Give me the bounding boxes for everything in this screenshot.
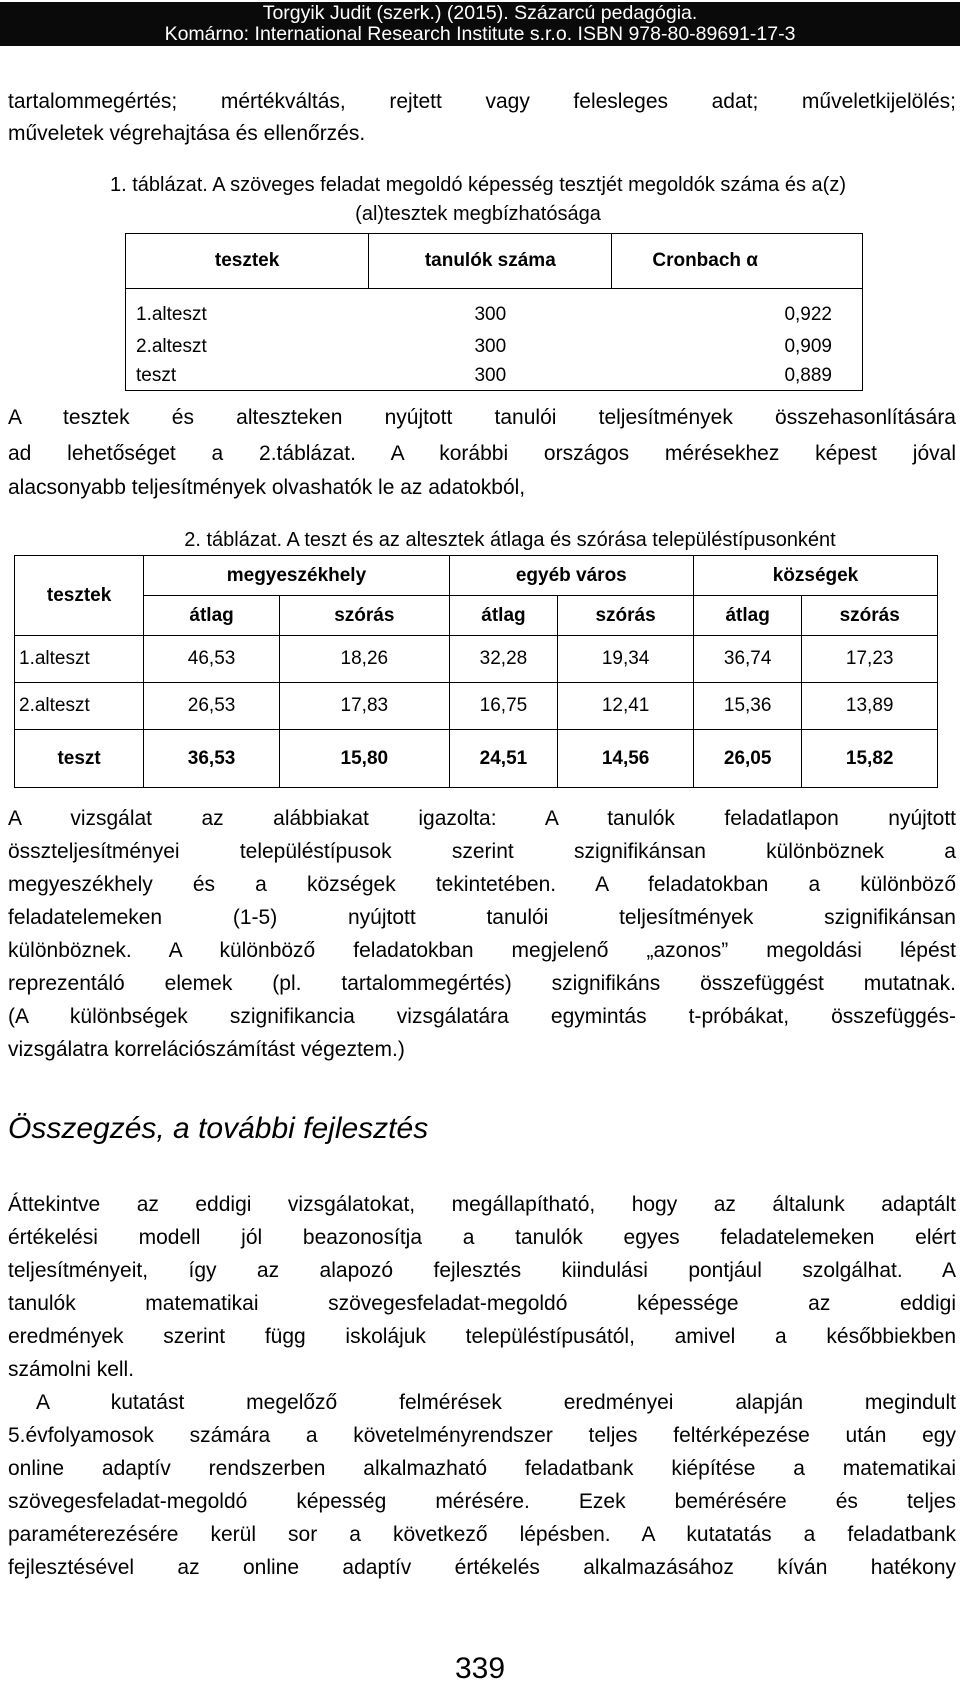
para4-line5: paraméterezésére kerül sor a következő lépésben. A kutatatás a feladatbank	[8, 1523, 956, 1546]
para3-line4: tanulók matematikai szövegesfeladat-megoldó képessége az eddigi	[8, 1292, 956, 1315]
table2-cell: 36,74	[693, 636, 801, 683]
table2-cell: 2.alteszt	[15, 683, 144, 730]
table2-header-tests: tesztek	[15, 556, 144, 636]
table1-cell: 0,889	[612, 361, 863, 391]
para3-line5: eredmények szerint függ iskolájuk településtípusától, amivel a későbbiekben	[8, 1325, 956, 1348]
table1-caption-line2: (al)tesztek megbízhatósága	[355, 203, 601, 225]
table-row	[15, 730, 938, 788]
intro-line1: tartalommegértés; mértékváltás, rejtett vagy felesleges adat; műveletkijelölés;	[8, 90, 956, 113]
table-row	[15, 683, 938, 730]
table2-cell: 46,53	[144, 636, 280, 683]
table2-cell: 17,23	[802, 636, 938, 683]
table1-cell: 300	[474, 335, 507, 357]
table2-cell: 12,41	[558, 683, 694, 730]
table2-subheader: átlag	[144, 596, 280, 636]
table2-group-villages: községek	[693, 556, 937, 596]
para3-line1: Áttekintve az eddigi vizsgálatokat, megállapítható, hogy az általunk adaptált	[8, 1193, 956, 1216]
table2-cell: 18,26	[279, 636, 449, 683]
para4-line2: 5.évfolyamosok számára a követelményrendszer teljes feltérképezése után egy	[8, 1424, 956, 1447]
table1-header-students: tanulók száma	[369, 234, 612, 289]
table2-cell: 32,28	[449, 636, 558, 683]
table-row	[126, 332, 863, 361]
table1-cell: 0,922	[612, 289, 863, 333]
table2-cell: 17,83	[279, 683, 449, 730]
table2-cell: 24,51	[449, 730, 558, 788]
table2-subheader: szórás	[802, 596, 938, 636]
table2-caption: 2. táblázat. A teszt és az altesztek átlaga és szórása településtípusonként	[184, 529, 836, 551]
table2-cell: 36,53	[144, 730, 280, 788]
table2-group-other-town: egyéb város	[449, 556, 693, 596]
header-citation-line1: Torgyik Judit (szerk.) (2015). Százarcú pedagógia.	[262, 2, 698, 24]
para2-line6: reprezentáló elemek (pl. tartalommegértés) szignifikáns összefüggést mutatnak.	[8, 972, 956, 995]
table-row	[15, 636, 938, 683]
table2-cell: 16,75	[449, 683, 558, 730]
table2-subheader: szórás	[558, 596, 694, 636]
table2-subheader: átlag	[449, 596, 558, 636]
para3-line3: teljesítményeit, így az alapozó fejlesztés kiindulási pontjául szolgálhat. A	[8, 1259, 956, 1282]
page-header	[0, 2, 960, 46]
settlement-type-table	[14, 555, 938, 788]
table2-cell: 15,82	[802, 730, 938, 788]
para4-line3: online adaptív rendszerben alkalmazható feladatbank kiépítése a matematikai	[8, 1457, 956, 1480]
table2-cell: 1.alteszt	[15, 636, 144, 683]
para4-line4: szövegesfeladat-megoldó képesség mérésére. Ezek bemérésére és teljes	[8, 1490, 956, 1513]
para2-line7: (A különbségek szignifikancia vizsgálatára egymintás t-próbákat, összefüggés-	[8, 1005, 956, 1028]
para1-line2: ad lehetőséget a 2.táblázat. A korábbi országos mérésekhez képest jóval	[8, 442, 956, 465]
table-row	[126, 289, 863, 333]
table-row	[126, 361, 863, 391]
page-number: 339	[454, 1652, 506, 1685]
table2-cell: 15,80	[279, 730, 449, 788]
table1-cell: 1.alteszt	[126, 289, 369, 333]
table2-group-county-seat: megyeszékhely	[144, 556, 449, 596]
section-heading: Összegzés, a további fejlesztés	[8, 1112, 429, 1145]
para1-line3: alacsonyabb teljesítmények olvashatók le az adatokból,	[8, 476, 526, 499]
reliability-table	[125, 233, 863, 391]
table2-subheader: átlag	[693, 596, 801, 636]
table1-cell: 0,909	[612, 332, 863, 361]
table2-subheader: szórás	[279, 596, 449, 636]
table2-cell: 13,89	[802, 683, 938, 730]
para3-line6: számolni kell.	[8, 1358, 135, 1381]
para2-line5: különböznek. A különböző feladatokban megjelenő „azonos” megoldási lépést	[8, 939, 956, 962]
header-citation-line2: Komárno: International Research Institute s.r.o. ISBN 978-80-89691-17-3	[164, 23, 796, 45]
table2-cell: 19,34	[558, 636, 694, 683]
table2-cell: 15,36	[693, 683, 801, 730]
para2-line4: feladatelemeken (1-5) nyújtott tanulói teljesítmények szignifikánsan	[8, 906, 956, 929]
table1-cell: 300	[369, 361, 612, 391]
table1-header-cronbach: Cronbach α	[612, 234, 863, 289]
para4-line1: A kutatást megelőző felmérések eredményei alapján megindult	[36, 1391, 956, 1414]
para2-line1: A vizsgálat az alábbiakat igazolta: A tanulók feladatlapon nyújtott	[8, 807, 956, 830]
table1-cell: 2.alteszt	[126, 332, 369, 361]
para2-line2: összteljesítményei településtípusok szerint szignifikánsan különböznek a	[8, 840, 956, 863]
para1-line1: A tesztek és alteszteken nyújtott tanulói teljesítmények összehasonlítására	[8, 406, 956, 429]
para2-line3: megyeszékhely és a községek tekintetében. A feladatokban a különböző	[8, 873, 956, 896]
table2-cell: 26,53	[144, 683, 280, 730]
para3-line2: értékelési modell jól beazonosítja a tanulók egyes feladatelemeken elért	[8, 1226, 956, 1249]
table2-cell: 14,56	[558, 730, 694, 788]
table1-cell: 300	[474, 303, 507, 325]
para4-line6: fejlesztésével az online adaptív értékelés alkalmazásához kíván hatékony	[8, 1556, 956, 1579]
para2-line8: vizsgálatra korrelációszámítást végeztem.)	[8, 1038, 405, 1061]
table2-cell: 26,05	[693, 730, 801, 788]
table2-cell: teszt	[15, 730, 144, 788]
table1-caption-line1: 1. táblázat. A szöveges feladat megoldó képesség tesztjét megoldók száma és a(z)	[110, 174, 846, 196]
intro-line2: műveletek végrehajtása és ellenőrzés.	[8, 122, 366, 145]
table1-cell: teszt	[126, 361, 369, 391]
table1-header-tests: tesztek	[126, 234, 369, 289]
